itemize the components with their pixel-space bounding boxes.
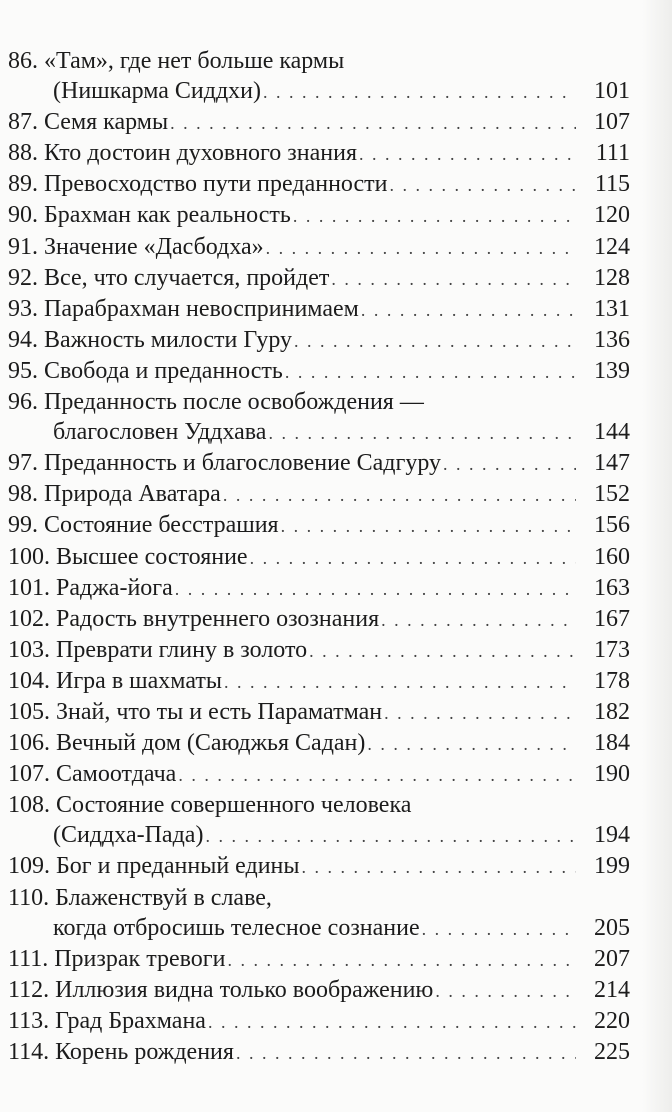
toc-entry[interactable] (8, 975, 630, 1006)
toc-entry[interactable] (8, 635, 630, 666)
toc-entry[interactable] (8, 728, 630, 759)
toc-entry-line (8, 573, 630, 604)
toc-entry-number: 95. (8, 357, 38, 384)
toc-entry-title: когда отбросишь телесное сознание (53, 914, 420, 941)
toc-entry-number: 98. (8, 481, 38, 508)
toc-entry-page-number: 101 (594, 78, 630, 105)
toc-entry-title: Блаженствуй в славе, (55, 884, 272, 911)
toc-entry-page-number: 190 (594, 761, 630, 788)
toc-entry-line (8, 107, 630, 138)
toc-entry-number: 102. (8, 605, 50, 632)
dot-leader (268, 418, 576, 448)
dot-leader (294, 326, 576, 356)
toc-entry-page-number: 136 (594, 326, 630, 353)
toc-entry-line (8, 387, 630, 417)
toc-entry-title: Вечный дом (Саюджья Садан) (56, 730, 366, 757)
toc-entry-line (8, 759, 630, 790)
toc-entry-number: 89. (8, 171, 38, 198)
toc-entry-number: 112. (8, 976, 50, 1003)
toc-entry-line (8, 883, 630, 913)
toc-entry-line (8, 820, 630, 851)
toc-entry-page-number: 167 (594, 605, 630, 632)
toc-entry-page-number: 107 (594, 109, 630, 136)
toc-entry-number: 100. (8, 543, 50, 570)
dot-leader (390, 170, 577, 200)
toc-entry-page-number: 214 (594, 976, 630, 1003)
dot-leader (223, 480, 576, 510)
toc-entry-title: Град Брахмана (55, 1007, 206, 1034)
toc-entry-number: 110. (8, 884, 50, 911)
toc-entry-title: (Сиддха-Пада) (53, 822, 204, 849)
toc-entry-title: Природа Аватара (44, 481, 221, 508)
toc-entry-title: (Нишкарма Сиддхи) (53, 78, 262, 105)
toc-entry-line (8, 851, 630, 882)
toc-entry-line (8, 232, 630, 263)
toc-entry-number: 107. (8, 761, 50, 788)
toc-entry-page-number: 160 (594, 543, 630, 570)
toc-entry-line (8, 325, 630, 356)
dot-leader (381, 605, 576, 635)
toc-entry-number: 101. (8, 574, 50, 601)
toc-entry-title: Бог и преданный едины (56, 853, 300, 880)
toc-entry-line (8, 697, 630, 728)
toc-entry[interactable] (8, 107, 630, 138)
toc-entry-line (8, 263, 630, 294)
toc-entry[interactable] (8, 604, 630, 635)
toc-entry-line (8, 417, 630, 448)
dot-leader (236, 1038, 576, 1068)
toc-entry-title: Семя кармы (44, 109, 169, 136)
toc-entry-number: 109. (8, 853, 50, 880)
toc-entry[interactable] (8, 325, 630, 356)
toc-entry-line (8, 356, 630, 387)
toc-entry-line (8, 728, 630, 759)
toc-entry-title: Кто достоин духовного знания (44, 140, 358, 167)
toc-entry-title: Превосходство пути преданности (44, 171, 388, 198)
toc-entry[interactable] (8, 294, 630, 325)
toc-entry-page-number: 124 (594, 233, 630, 260)
toc-entry-title: Преданность и благословение Садгуру (44, 450, 442, 477)
toc-entry[interactable] (8, 263, 630, 294)
toc-entry-line (8, 200, 630, 231)
toc-entry-number: 111. (8, 945, 49, 972)
dot-leader (359, 139, 576, 169)
toc-entry-number: 113. (8, 1007, 50, 1034)
toc-entry-page-number: 220 (594, 1007, 630, 1034)
dot-leader (224, 667, 576, 697)
toc-entry-title: Парабрахман невоспринимаем (44, 295, 359, 322)
toc-entry[interactable] (8, 1006, 630, 1037)
toc-entry-page-number: 111 (595, 140, 630, 167)
toc-entry-number: 92. (8, 264, 38, 291)
toc-entry-line (8, 666, 630, 697)
toc-entry-number: 93. (8, 295, 38, 322)
toc-entry[interactable] (8, 46, 630, 107)
toc-entry-line (8, 76, 630, 107)
toc-entry-line (8, 510, 630, 541)
toc-entry-title: благословен Уддхава (53, 419, 267, 446)
toc-entry-page-number: 128 (594, 264, 630, 291)
dot-leader (227, 945, 576, 975)
toc-entry[interactable] (8, 697, 630, 728)
dot-leader (208, 1007, 576, 1037)
toc-entry-page-number: 173 (594, 636, 630, 663)
toc-entry-page-number: 120 (594, 202, 630, 229)
toc-entry-line (8, 138, 630, 169)
toc-entry-number: 91. (8, 233, 38, 260)
toc-entry-number: 103. (8, 636, 50, 663)
toc-entry-title: Свобода и преданность (44, 357, 283, 384)
toc-entry-number: 94. (8, 326, 38, 353)
toc-entry-title: Радость внутреннего озознания (56, 605, 380, 632)
toc-entry[interactable] (8, 479, 630, 510)
toc-entry-page-number: 163 (594, 574, 630, 601)
toc-entry-number: 88. (8, 140, 38, 167)
dot-leader (443, 449, 576, 479)
toc-entry[interactable] (8, 851, 630, 882)
toc-entry[interactable] (8, 448, 630, 479)
toc-entry-title: Брахман как реальность (44, 202, 291, 229)
dot-leader (367, 729, 576, 759)
dot-leader (293, 201, 576, 231)
toc-entry-number: 114. (8, 1039, 50, 1065)
toc-entry[interactable] (8, 759, 630, 790)
toc-entry-title: «Там», где нет больше кармы (44, 48, 345, 74)
toc-entry[interactable] (8, 169, 630, 200)
toc-entry-line (8, 913, 630, 944)
toc-entry[interactable] (8, 666, 630, 697)
toc-entry-title: Значение «Дасбодха» (44, 233, 264, 260)
toc-entry-page-number: 194 (594, 822, 630, 849)
toc-entry-line (8, 1037, 630, 1068)
toc-entry-number: 96. (8, 389, 38, 416)
toc-entry-page-number: 184 (594, 730, 630, 757)
toc-entry[interactable] (8, 944, 630, 975)
toc-entry-number: 108. (8, 792, 50, 819)
toc-entry-page-number: 225 (594, 1039, 630, 1065)
toc-entry-number: 105. (8, 698, 50, 725)
toc-entry[interactable] (8, 510, 630, 541)
toc-entry-title: Преврати глину в золото (56, 636, 308, 663)
toc-entry-number: 99. (8, 512, 38, 539)
toc-entry-title: Важность милости Гуру (44, 326, 293, 353)
toc-entry[interactable] (8, 138, 630, 169)
dot-leader (384, 698, 576, 728)
toc-entry-line (8, 169, 630, 200)
toc-entry-line (8, 294, 630, 325)
dot-leader (422, 914, 576, 944)
toc-entry-line (8, 944, 630, 975)
toc-entry-page-number: 147 (594, 450, 630, 477)
dot-leader (309, 636, 576, 666)
toc-entry-line (8, 479, 630, 510)
toc-entry-page-number: 152 (594, 481, 630, 508)
toc-entry[interactable] (8, 790, 630, 851)
toc-entry-page-number: 207 (594, 945, 630, 972)
toc-entry-line (8, 604, 630, 635)
toc-entry-number: 106. (8, 730, 50, 757)
dot-leader (205, 821, 576, 851)
toc-entry-title: Состояние бесстрашия (44, 512, 279, 539)
toc-entry-number: 104. (8, 667, 50, 694)
toc-entry-page-number: 115 (594, 171, 630, 198)
toc-entry-number: 90. (8, 202, 38, 229)
toc-entry[interactable] (8, 573, 630, 604)
toc-entry-page-number: 131 (594, 295, 630, 322)
dot-leader (263, 77, 576, 107)
dot-leader (250, 543, 576, 573)
toc-entry[interactable] (8, 356, 630, 387)
toc-entry-line (8, 635, 630, 666)
dot-leader (331, 264, 576, 294)
toc-entry[interactable] (8, 200, 630, 231)
toc-entry-page-number: 182 (594, 698, 630, 725)
toc-entry-number: 87. (8, 109, 38, 136)
toc-entry-page-number: 205 (594, 914, 630, 941)
toc-entry-line (8, 46, 630, 76)
dot-leader (170, 108, 576, 138)
dot-leader (281, 511, 576, 541)
toc-entry-title: Преданность после освобождения — (44, 389, 424, 416)
toc-entry-line (8, 975, 630, 1006)
toc-entry-page-number: 144 (594, 419, 630, 446)
toc-entry[interactable] (8, 883, 630, 944)
toc-entry-line (8, 448, 630, 479)
toc-entry-page-number: 156 (594, 512, 630, 539)
dot-leader (285, 357, 576, 387)
toc-entry[interactable] (8, 387, 630, 448)
toc-entry-title: Корень рождения (55, 1039, 234, 1065)
toc-entry-line (8, 1006, 630, 1037)
toc-entry[interactable] (8, 542, 630, 573)
toc-entry-title: Знай, что ты и есть Параматман (56, 698, 383, 725)
page-edge-shadow (642, 0, 672, 1112)
dot-leader (175, 574, 576, 604)
toc-entry-title: Призрак тревоги (54, 945, 226, 972)
toc-entry-page-number: 199 (594, 853, 630, 880)
toc-entry-title: Состояние совершенного человека (56, 792, 412, 819)
toc-entry-line (8, 790, 630, 820)
table-of-contents (8, 46, 630, 1068)
toc-entry-title: Все, что случается, пройдет (44, 264, 330, 291)
dot-leader (435, 976, 576, 1006)
toc-entry-title: Самоотдача (56, 761, 177, 788)
toc-entry[interactable] (8, 232, 630, 263)
dot-leader (266, 233, 576, 263)
toc-entry-title: Высшее состояние (56, 543, 248, 570)
toc-entry-title: Раджа-йога (56, 574, 173, 601)
dot-leader (178, 760, 576, 790)
toc-entry-line (8, 542, 630, 573)
dot-leader (302, 852, 576, 882)
toc-entry-title: Иллюзия видна только воображению (55, 976, 434, 1003)
toc-entry-page-number: 178 (594, 667, 630, 694)
toc-entry-number: 86. (8, 48, 38, 74)
toc-entry-title: Игра в шахматы (56, 667, 222, 694)
toc-entry[interactable] (8, 1037, 630, 1068)
dot-leader (361, 295, 576, 325)
toc-entry-number: 97. (8, 450, 38, 477)
toc-entry-page-number: 139 (594, 357, 630, 384)
